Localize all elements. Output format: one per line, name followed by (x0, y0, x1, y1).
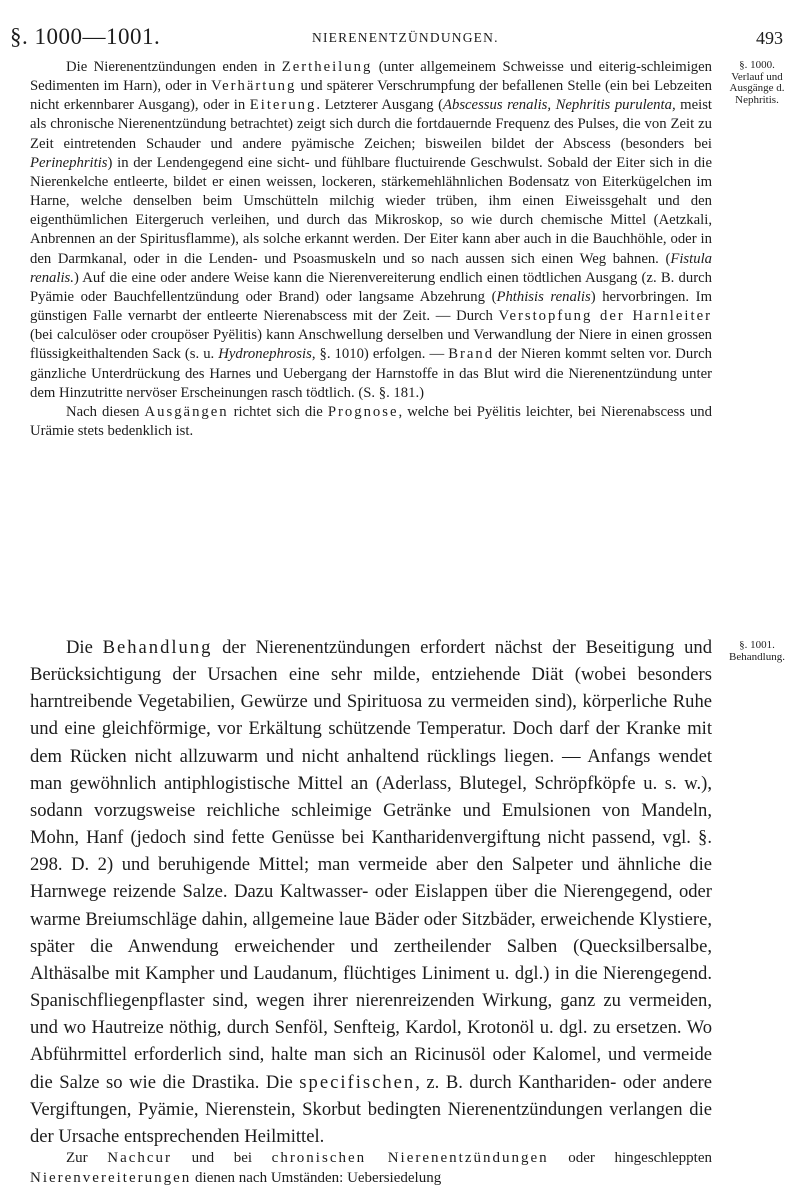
running-header (0, 20, 801, 54)
paragraph-aftercare: Zur Nachcur und bei chronischen Nierenentzündungen oder hingeschleppten Nierenvereiterungen dienen nach Umständen: Uebersiedelung (30, 1150, 712, 1186)
large-print-section (30, 634, 712, 1150)
margin-note-text: Verlauf und Ausgänge d. Nephritis. (729, 70, 785, 106)
margin-note-section: §. 1001. (739, 639, 775, 651)
margin-note-treatment (714, 640, 800, 663)
small-print-section (30, 58, 712, 441)
page-number: 493 (756, 28, 783, 48)
paragraph-treatment: Die Behandlung der Nierenentzündungen erfordert nächst der Beseitigung und Berücksichtigung der Ursachen eine sehr milde, entziehende Diät (wobei besonders harntreibende Vegetabilien, Gewürze und Spirituosa zu vermeiden sind), körperliche Ruhe und eine gleichförmige, vor Erkältung schützende Temperatur. Doch darf der Kranke mit dem Rücken nicht allzuwarm und nicht anhaltend rücklings liegen. — Anfangs wendet man gewöhnlich antiphlogistische Mittel an (Aderlass, Blutegel, Schröpfköpfe u. s. w.), sodann vorzugsweise reichliche schleimige Getränke und Emulsionen von Mandeln, Mohn, Hanf (jedoch sind fette Genüsse bei Kantharidenvergiftung nicht passend, vgl. §. 298. D. 2) und beruhigende Mittel; man vermeide aber den Salpeter und ähnliche die Harnwege reizende Salze. Dazu Kaltwasser- oder Eislappen über die Nierengegend, oder warme Breiumschläge dahin, allgemeine laue Bäder oder Sitzbäder, erweichende Klystiere, später die Anwendung erweichender und zertheilender Salben (Quecksilbersalbe, Althäsalbe mit Kampher und Laudanum, flüchtiges Liniment u. dgl.) in die Nierengegend. Spanischfliegenpflaster sind, wegen ihrer nierenreizenden Wirkung, ganz zu vermeiden, und wo Hautreize nöthig, durch Senföl, Senfteig, Kardol, Krotonöl u. dgl. zu ersetzen. Wo Abführmittel erforderlich sind, halte man sich an Ricinusöl oder Kalomel, und vermeide die Salze so wie die Drastika. Die specifischen, z. B. durch Kanthariden- oder andere Vergiftungen, Pyämie, Nierenstein, Skorbut bedingten Nierenentzündungen verlangen die der Ursache entsprechenden Heilmittel. (30, 637, 713, 1147)
paragraph-outcomes: Die Nierenentzündungen enden in Zertheilung (unter allgemeinem Schweisse und eiterig-schleimigen Sedimenten im Harn), oder in Verhärtung und späterer Verschrumpfung der befallenen Stelle (ein bei Lebzeiten nicht erkennbarer Ausgang), oder in Eiterung. Letzterer Ausgang (Abscessus renalis, Nephritis purulenta, meist als chronische Nierenentzündung betrachtet) zeigt sich durch die fortdauernde Frequenz des Pulses, die von Zeit zu Zeit eintretenden Schauder und andere pyämische Zeichen; bisweilen bildet der Abscess (besonders bei Perinephritis) in der Lendengegend eine sicht- und fühlbare fluctuirende Geschwulst. Sobald der Eiter sich in die Nierenkelche entleerte, bildet er einen weissen, lockeren, stärkemehlähnlichen Bodensatz von Eiterkügelchen im Harne, welche denselben beim Umschütteln milchig wieder trüben, ihm einen Eiweissgehalt und den eigenthümlichen Eitergeruch verleihen, und durch das Mikroskop, so wie durch chemische Mittel (Aetzkali, Anbrennen an der Spiritusflamme), als solche erkannt werden. Der Eiter kann aber auch in die Bauchhöhle, oder in den Darmkanal, oder in die Lenden- und Psoasmuskeln und so nach aussen sich einen Weg bahnen. (Fistula renalis.) Auf die eine oder andere Weise kann die Nierenvereiterung endlich einen tödtlichen Ausgang (z. B. durch Pyämie oder Bauchfellentzündung oder Brand) oder langsame Abzehrung (Phthisis renalis) hervorbringen. Im günstigen Falle vernarbt der entleerte Nierenabscess mit der Zeit. — Durch Verstopfung der Harnleiter (bei calculöser oder croupöser Pyëlitis) kann Anschwellung derselben und Verwandlung der Niere in einen grossen flüssigkeithaltenden Sack (s. u. Hydronephrosis, §. 1010) erfolgen. — Brand der Nieren kommt selten vor. Durch gänzliche Unterdrückung des Harnes und Uebergang der Harnstoffe in das Blut wird die Nierenentzündung unter dem Hinzutritte nervöser Erscheinungen rasch tödtlich. (S. §. 181.) (30, 59, 713, 401)
margin-note-text: Behandlung. (729, 650, 785, 663)
paragraph-prognosis: Nach diesen Ausgängen richtet sich die Prognose, welche bei Pyëlitis leichter, bei Nierenabscess und Urämie stets bedenklich ist. (30, 403, 712, 439)
section-range: §. 1000—1001. (10, 24, 161, 49)
running-title: NIERENENTZÜNDUNGEN. (312, 30, 499, 45)
margin-note-section: §. 1000. (739, 59, 775, 71)
margin-note-progression (714, 60, 800, 106)
